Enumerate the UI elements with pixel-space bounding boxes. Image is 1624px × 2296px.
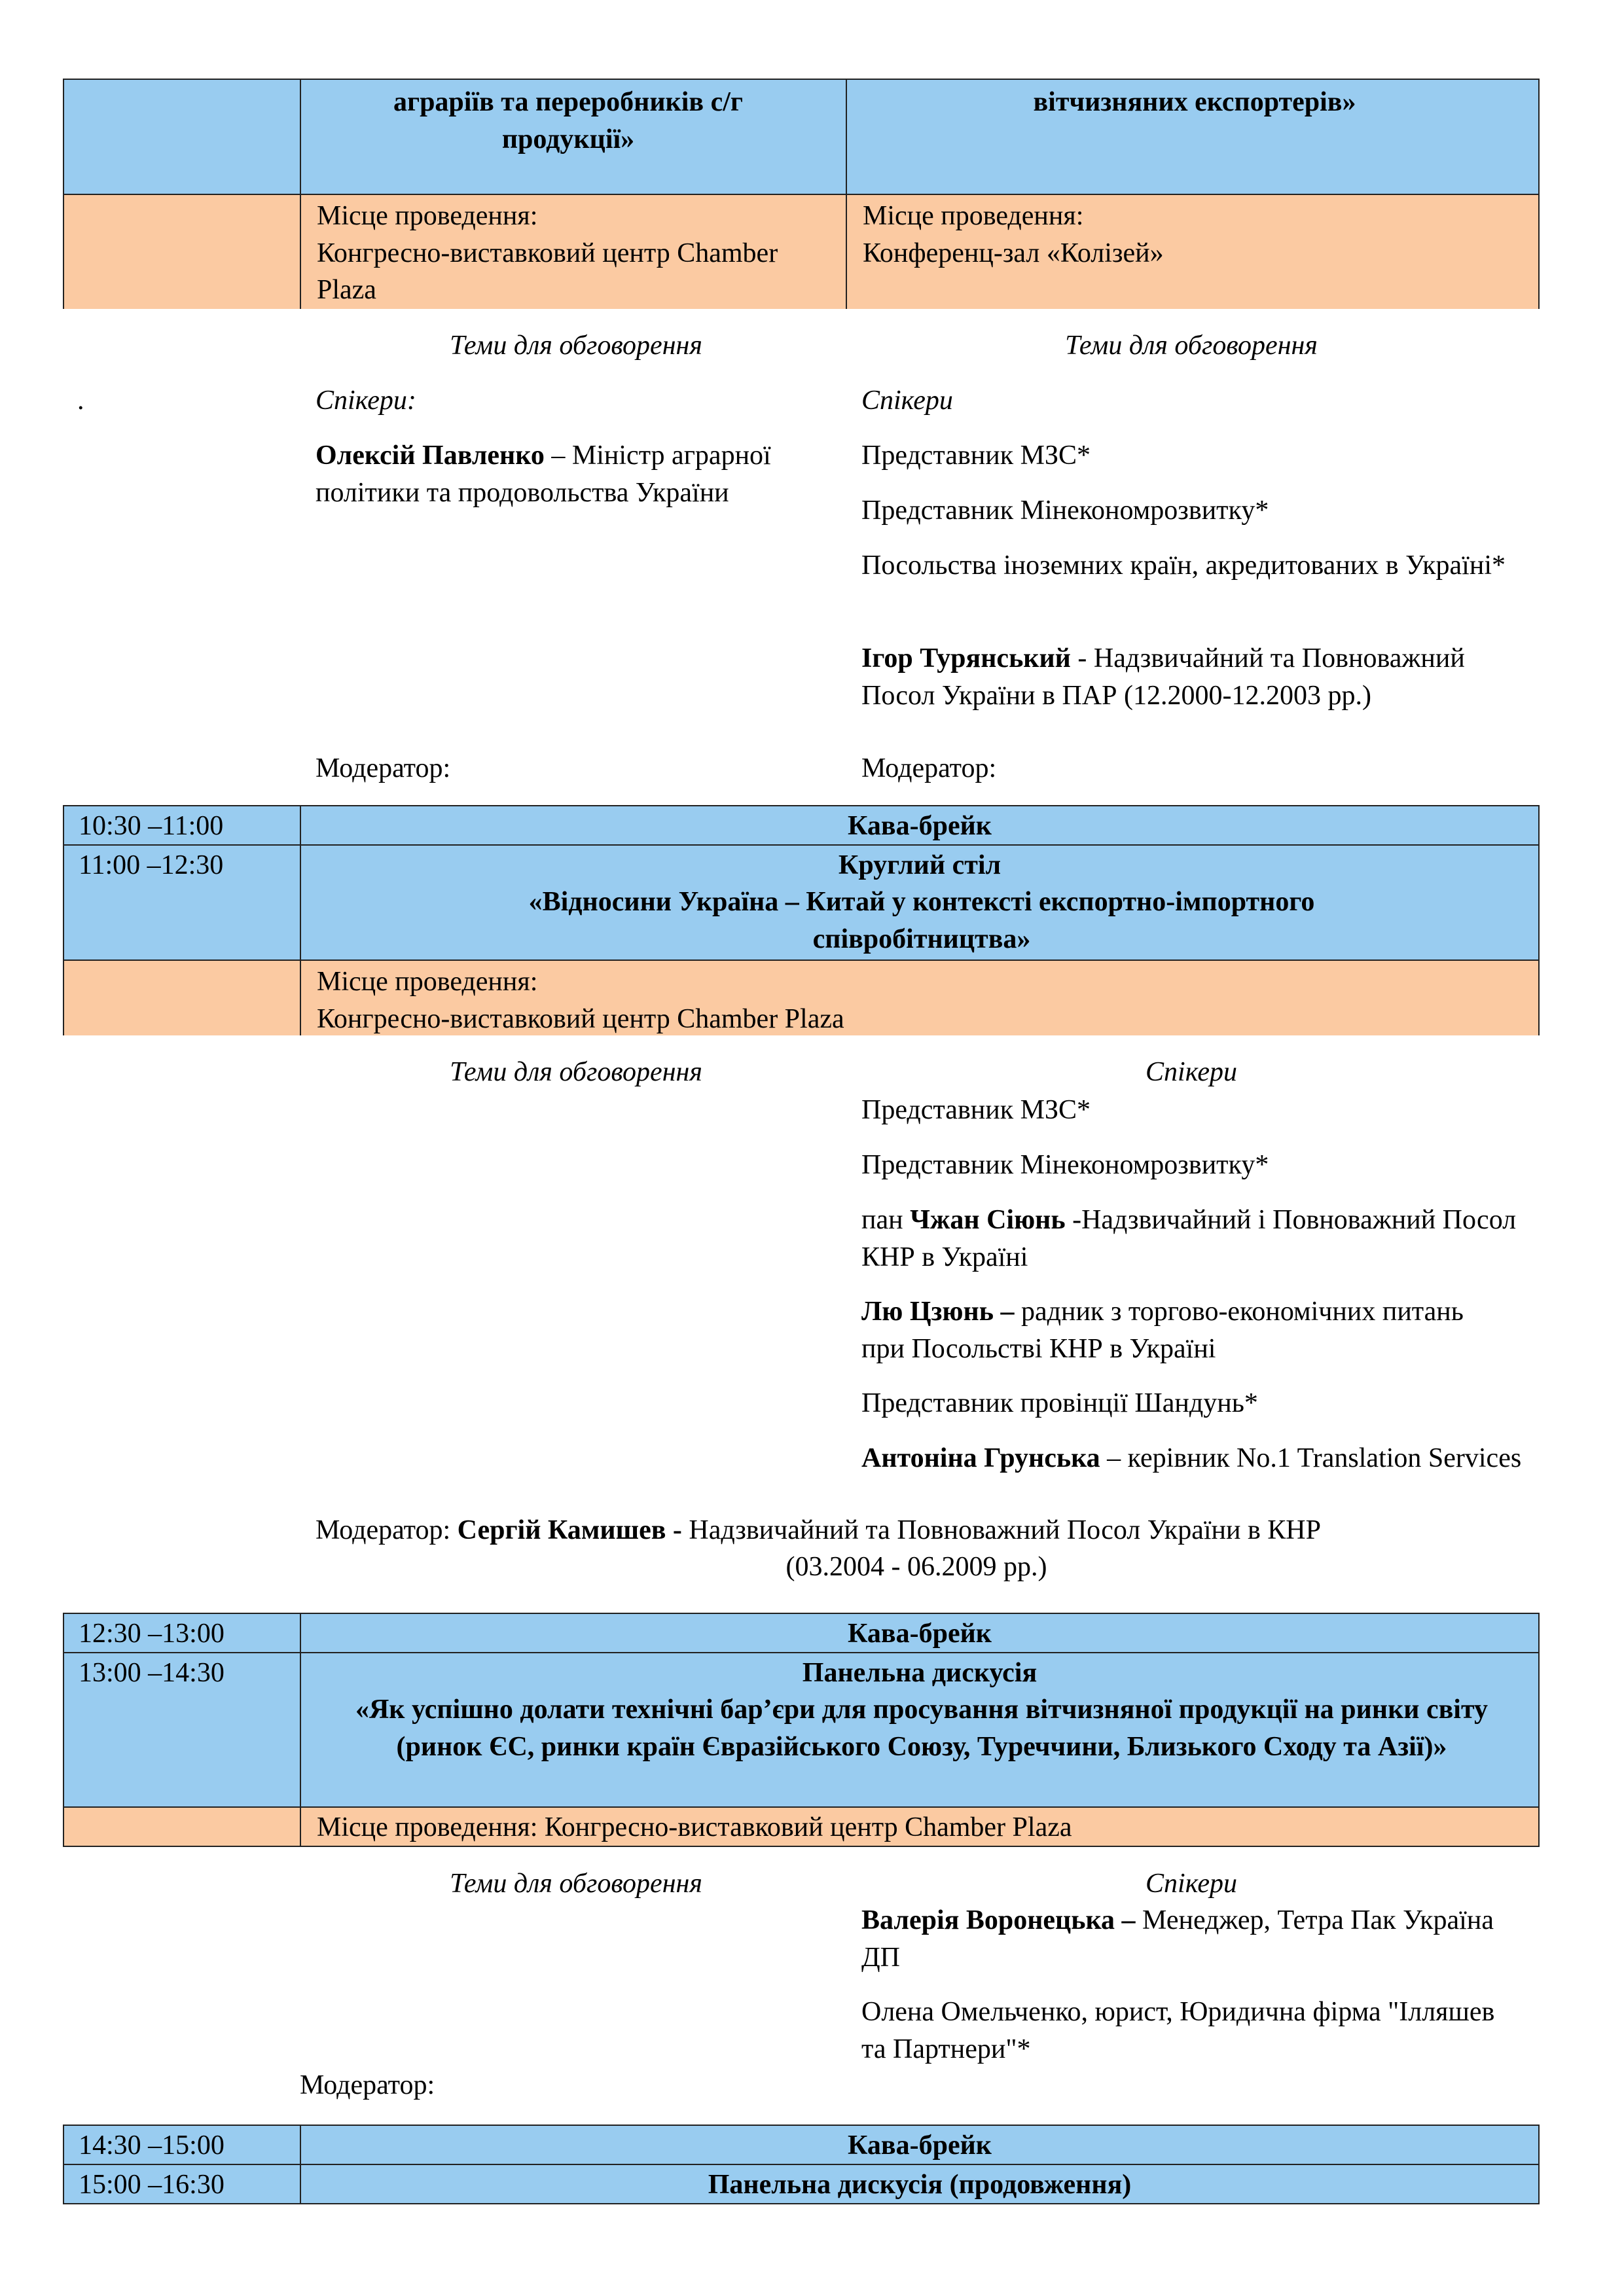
b2-speaker-6-role: – керівник No.1 Translation Services	[1100, 1443, 1522, 1473]
panel-subtitle: «Як успішно долати технічні бар’єри для просування вітчизняної продукції на ринки світу (ринок ЄС, ринки країн Євразійського Союзу, Туреччини, Близького Сходу та Азії)»	[355, 1695, 1489, 1762]
left-speaker	[316, 437, 813, 511]
break1-row	[63, 805, 1540, 844]
b2-speaker-3-name: Чжан Сіюнь	[910, 1205, 1066, 1235]
b2-speaker-6	[861, 1440, 1529, 1477]
right-speaker-4-name: Ігор Турянський	[861, 643, 1071, 673]
cont-title: Панельна дискусія (продовження)	[708, 2170, 1132, 2200]
b3-moderator: Модератор:	[300, 2070, 435, 2100]
topics-3: Теми для обговорення	[450, 1869, 702, 1899]
right-speaker-4	[861, 640, 1523, 714]
b2-speaker-2: Представник Мінекономрозвитку*	[861, 1150, 1269, 1180]
break2-title: Кава-брейк	[848, 1619, 992, 1649]
panel-row	[63, 1652, 1540, 1806]
b2-moderator-name: Сергій Камишев -	[457, 1515, 682, 1545]
venue-col3-label: Місце проведення:	[863, 201, 1084, 231]
right-speaker-1: Представник МЗС*	[861, 440, 1091, 471]
top-venue-row	[63, 194, 1540, 309]
rt-time: 11:00 –12:30	[79, 850, 224, 880]
b3-speaker-2: Олена Омельченко, юрист, Юридична фірма "Ілляшев та Партнери"*	[861, 1997, 1495, 2064]
b2-speaker-5: Представник провінції Шандунь*	[861, 1388, 1258, 1418]
left-speaker-role: – Міністр аграрної політики та продовольства України	[316, 440, 771, 508]
venue-col3	[863, 198, 1517, 272]
speakers-left-label: Спікери:	[316, 386, 416, 416]
moderator-right-1: Модератор:	[861, 753, 997, 783]
rt-subtitle: «Відносини Україна – Китай у контексті експортно-імпортного співробітництва»	[528, 887, 1315, 954]
rt-venue-value: Конгресно-виставковий центр Chamber Plaza	[317, 1003, 844, 1034]
venue-col2-value: Конгресно-виставковий центр Chamber Plaza	[317, 238, 778, 306]
break3-title: Кава-брейк	[848, 2130, 992, 2161]
rt-venue-row	[63, 960, 1540, 1035]
cont-time: 15:00 –16:30	[79, 2170, 225, 2200]
b2-speaker-1: Представник МЗС*	[861, 1095, 1091, 1125]
speakers-3: Спікери	[1146, 1869, 1237, 1899]
b3-speaker-1-name: Валерія Воронецька –	[861, 1905, 1136, 1935]
roundtable-row	[63, 844, 1540, 960]
break1-title: Кава-брейк	[848, 811, 992, 841]
speakers-2: Спікери	[1146, 1057, 1237, 1087]
stray-dot: .	[77, 386, 84, 416]
b3-speaker-1-role: Менеджер, Тетра Пак Україна ДП	[861, 1905, 1494, 1973]
panel-time: 13:00 –14:30	[79, 1658, 225, 1688]
right-speaker-3: Посольства іноземних країн, акредитованих в Україні*	[861, 550, 1506, 581]
break2-time: 12:30 –13:00	[79, 1619, 225, 1649]
b2-speaker-6-name: Антоніна Грунська	[861, 1443, 1100, 1473]
rt-venue	[317, 963, 844, 1037]
b2-speaker-3-role: -Надзвичайний і Повноважний Посол КНР в Україні	[861, 1205, 1517, 1272]
speakers-right-label: Спікери	[861, 386, 953, 416]
b2-moderator-dates: (03.2004 - 06.2009 рр.)	[785, 1552, 1047, 1582]
b2-speaker-3-prefix: пан	[861, 1205, 911, 1235]
panel-venue-row	[63, 1806, 1540, 1847]
right-speaker-2: Представник Мінекономрозвитку*	[861, 495, 1269, 526]
right-speaker-4-role: - Надзвичайний та Повноважний Посол України в ПАР (12.2000-12.2003 рр.)	[861, 643, 1465, 711]
b2-speaker-4	[861, 1293, 1490, 1367]
continuation-row	[63, 2164, 1540, 2204]
b2-speaker-4-role: радник з торгово-економічних питань при Посольстві КНР в Україні	[861, 1297, 1464, 1364]
b3-speaker-1	[861, 1902, 1516, 1976]
panel-venue: Місце проведення: Конгресно-виставковий центр Chamber Plaza	[317, 1812, 1072, 1842]
b2-moderator-label: Модератор:	[316, 1515, 458, 1545]
header-col3: вітчизняних експортерів»	[1033, 87, 1356, 117]
top-header-row	[63, 79, 1540, 194]
rt-title: Круглий стіл	[838, 850, 1001, 880]
topics-left-1: Теми для обговорення	[450, 331, 702, 361]
venue-col2-label: Місце проведення:	[317, 201, 538, 231]
topics-right-1: Теми для обговорення	[1065, 331, 1318, 361]
b2-speaker-4-name: Лю Цзюнь –	[861, 1297, 1015, 1327]
b2-moderator	[316, 1512, 1321, 1549]
b2-speaker-3	[861, 1202, 1529, 1276]
venue-col3-value: Конференц-зал «Колізей»	[863, 238, 1164, 268]
left-speaker-name: Олексій Павленко	[316, 440, 545, 471]
b2-moderator-role: Надзвичайний та Повноважний Посол України в КНР	[681, 1515, 1322, 1545]
venue-col2	[317, 198, 827, 309]
break2-row	[63, 1613, 1540, 1652]
break3-row	[63, 2125, 1540, 2164]
panel-title: Панельна дискусія	[802, 1658, 1038, 1688]
moderator-left-1: Модератор:	[316, 753, 451, 783]
rt-venue-label: Місце проведення:	[317, 967, 538, 997]
topics-2: Теми для обговорення	[450, 1057, 702, 1087]
header-col2: аграріїв та переробників с/г продукції»	[393, 87, 743, 154]
break3-time: 14:30 –15:00	[79, 2130, 225, 2161]
break1-time: 10:30 –11:00	[79, 811, 224, 841]
